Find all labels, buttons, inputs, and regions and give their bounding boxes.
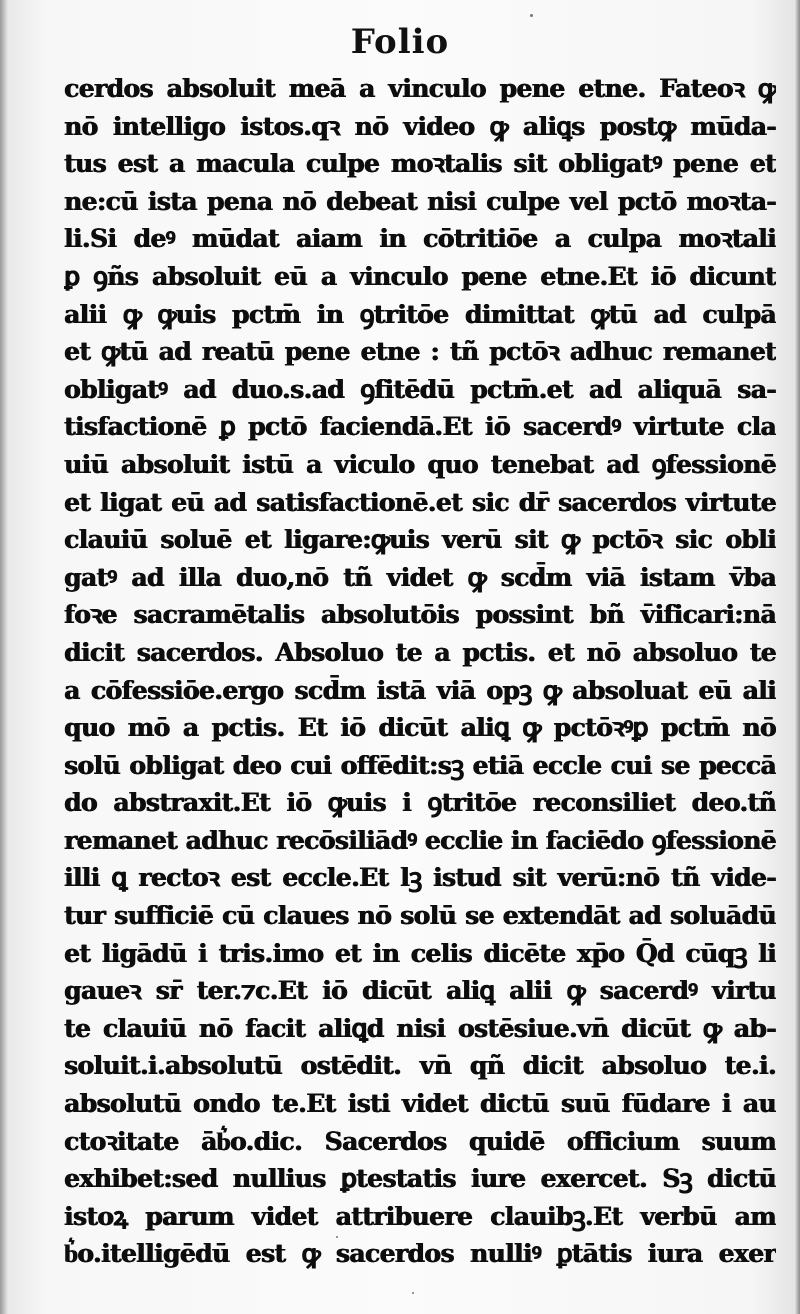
text-line: tisfactionē ꝑ pctō faciendā.Et iō sacerdꝰ virtute cla bbox=[64, 412, 776, 442]
ink-speck bbox=[412, 1292, 414, 1294]
text-line: solū obligat deo cui offēdit:sꝫ etiā eccle cui se peccā bbox=[64, 750, 776, 780]
text-line: alii ꝙ ꝙuis pctm̄ in ꝯtritōe dimittat ꝙtū ad culpā bbox=[64, 299, 776, 329]
text-line: gaueꝛ sr̄ ter.⁊c.Et iō dicūt aliꝗ alii ꝙ sacerdꝰ virtu bbox=[64, 976, 776, 1006]
text-line: et ligādū i tris.imo et in celis dicēte xp̄o Q̄d cūqꝫ li bbox=[64, 938, 776, 968]
text-line: tus est a macula culpe moꝛtalis sit obligatꝰ pene et bbox=[64, 149, 776, 179]
text-line: nō intelligo istos.qꝛ nō video ꝙ aliꝗs postꝙ mūda- bbox=[64, 111, 776, 141]
ink-speck bbox=[530, 14, 533, 17]
text-line: exhibet:sed nullius ꝑtestatis iure exercet. Sꝫ dictū bbox=[64, 1164, 776, 1194]
text-line: tur sufficiē cū claues nō solū se extendāt ad soluādū bbox=[64, 901, 776, 931]
text-line: soluit.i.absolutū ostēdit. vn̄ qñ dicit absoluo te.i. bbox=[64, 1051, 776, 1081]
text-line: illi ꝗ rectoꝛ est eccle.Et lꝫ istud sit verū:nō tñ vide- bbox=[64, 863, 776, 893]
folio-header: Folio bbox=[350, 22, 450, 62]
text-column bbox=[64, 70, 776, 1273]
page-edge-right bbox=[794, 0, 800, 1314]
page-edge-left bbox=[0, 0, 8, 1314]
text-line: et ligat eū ad satisfactionē.et sic dr̄ sacerdos virtute bbox=[64, 487, 776, 517]
text-line: absolutū ondo te.Et isti videt dictū suū fūdare i au bbox=[64, 1089, 776, 1119]
text-line: clauiū soluē et ligare:ꝙuis verū sit ꝙ pctōꝛ sic obli bbox=[64, 525, 776, 555]
text-line: ctoꝛitate āb͛o.dic. Sacerdos quidē officium suum bbox=[64, 1126, 776, 1156]
text-line: do abstraxit.Et iō ꝙuis i ꝯtritōe reconsiliet deo.tñ bbox=[64, 788, 776, 818]
text-line: istoꝝ parum videt attribuere clauibꝫ.Et verbū am bbox=[64, 1201, 776, 1231]
text-line: ꝑ ꝯñs absoluit eū a vinculo pene etne.Et iō dicunt bbox=[64, 261, 776, 291]
text-line: li.Si deꝰ mūdat aiam in cōtritiōe a culpa moꝛtali bbox=[64, 224, 776, 254]
text-line: dicit sacerdos. Absoluo te a pctis. et nō absoluo te bbox=[64, 637, 776, 667]
text-line: a cōfessiōe.ergo scd̄m istā viā opꝫ ꝙ absoluat eū ali bbox=[64, 675, 776, 705]
text-line: remanet adhuc recōsiliādꝰ ecclie in faciēdo ꝯfessionē bbox=[64, 825, 776, 855]
text-line: foꝛe sacramētalis absolutōis possint bñ v̄ificari:nā bbox=[64, 600, 776, 630]
text-line: et ꝙtū ad reatū pene etne : tñ pctōꝛ adhuc remanet bbox=[64, 337, 776, 367]
text-line: te clauiū nō facit aliꝗd nisi ostēsiue.vn̄ dicūt ꝙ ab- bbox=[64, 1013, 776, 1043]
text-line: cerdos absoluit meā a vinculo pene etne. Fateoꝛ ꝙ bbox=[64, 74, 776, 103]
text-line: quo mō a pctis. Et iō dicūt aliꝗ ꝙ pctōꝛꝰꝑ pctm̄ nō bbox=[64, 713, 776, 743]
text-line: b͛o.itelligēdū est ꝙ sacerdos nulliꝰ ꝑtātis iura exer bbox=[64, 1239, 776, 1269]
text-line: obligatꝰ ad duo.s.ad ꝯfitēdū pctm̄.et ad aliquā sa- bbox=[64, 374, 776, 404]
text-line: gatꝰ ad illa duo,nō tñ videt ꝙ scd̄m viā istam v̄ba bbox=[64, 562, 776, 592]
text-line: uiū absoluit istū a viculo quo tenebat ad ꝯfessionē bbox=[64, 449, 776, 479]
ink-speck bbox=[336, 1236, 338, 1238]
text-line: ne:cū ista pena nō debeat nisi culpe vel pctō moꝛta- bbox=[64, 186, 776, 216]
